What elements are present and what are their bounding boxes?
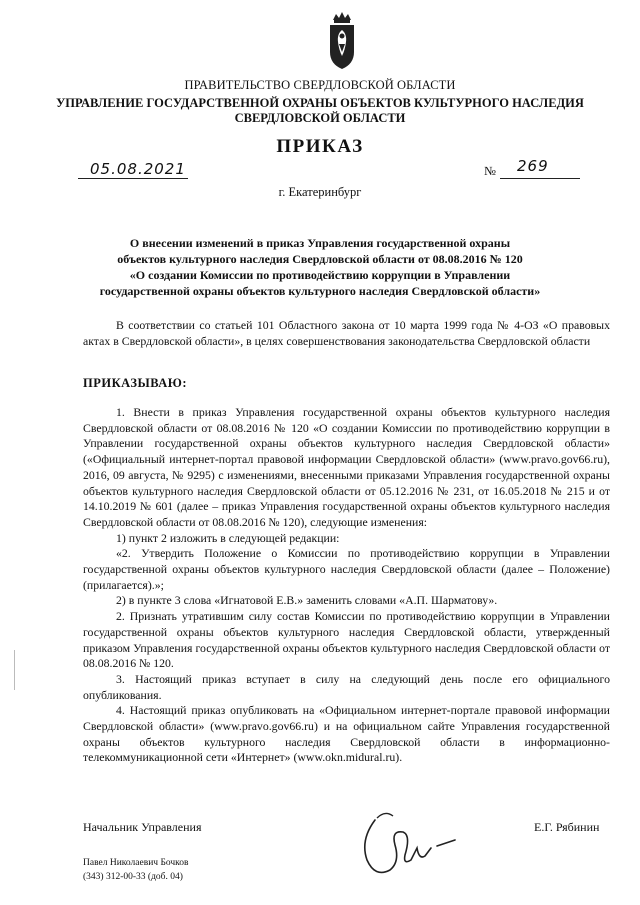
item-3: 3. Настоящий приказ вступает в силу на следующий день после его официального опубликования. bbox=[83, 671, 610, 702]
department-name-line1: УПРАВЛЕНИЕ ГОСУДАРСТВЕННОЙ ОХРАНЫ ОБЪЕКТОВ КУЛЬТУРНОГО НАСЛЕДИЯ bbox=[56, 96, 584, 110]
subject-line: государственной охраны объектов культурного наследия Свердловской области» bbox=[99, 284, 541, 298]
city: г. Екатеринбург bbox=[278, 185, 362, 199]
item-1-sub-1-text: «2. Утвердить Положение о Комиссии по противодействию коррупции в Управлении государственной охраны объектов культурного наследия Свердловской области (далее – Положение) (прилагается).»; bbox=[83, 546, 610, 592]
item-2: 2. Признать утратившим силу состав Комиссии по противодействию коррупции в Управлении государственной охраны объектов культурного наследия Свердловской области, утвержденный приказом Управления государственной охраны объектов культурного наследия Свердловской области от 08.08.2016 № 120. bbox=[83, 609, 610, 671]
contact-name: Павел Николаевич Бочков bbox=[83, 858, 189, 868]
subject-line: «О создании Комиссии по противодействию коррупции в Управлении bbox=[129, 268, 511, 282]
order-date: 05.08.2021 bbox=[90, 160, 186, 178]
department-name bbox=[0, 96, 640, 126]
item-1: 1. Внести в приказ Управления государственной охраны объектов культурного наследия Свердловской области от 08.08.2016 № 120 «О создании Комиссии по противодействию коррупции в Управлении государственной охраны объектов культурного наследия Свердловской области» («Официальный интернет-портал правовой информации Свердловской области» (www.pravo.gov66.ru), 2016, 09 августа, № 9295) с изменениями, внесенными приказами Управления государственной охраны объектов культурного наследия Свердловской области от 05.12.2016 № 231, от 16.05.2018 № 215 и от 14.10.2019 № 601 (далее – приказ Управления государственной охраны объектов культурного наследия Свердловской области от 08.08.2016 № 120), следующие изменения: bbox=[83, 405, 610, 529]
preamble: В соответствии со статьей 101 Областного закона от 10 марта 1999 года № 4-ОЗ «О правовых актах в Свердловской области», в целях совершенствования законодательства Свердловской области bbox=[83, 318, 610, 348]
contact-phone: (343) 312-00-33 (доб. 04) bbox=[83, 872, 183, 882]
subject-line: объектов культурного наследия Свердловской области от 08.08.2016 № 120 bbox=[117, 252, 523, 266]
order-items bbox=[83, 405, 610, 766]
number-underline bbox=[500, 178, 580, 179]
item-1-sub-2: 2) в пункте 3 слова «Игнатовой Е.В.» заменить словами «А.П. Шарматову». bbox=[116, 593, 498, 608]
government-name: ПРАВИТЕЛЬСТВО СВЕРДЛОВСКОЙ ОБЛАСТИ bbox=[184, 78, 456, 92]
margin-mark bbox=[14, 650, 15, 690]
order-subject bbox=[0, 235, 640, 299]
order-word: ПРИКАЗЫВАЮ: bbox=[83, 376, 188, 390]
coat-of-arms-emblem bbox=[327, 12, 357, 70]
signatory-position: Начальник Управления bbox=[83, 820, 202, 834]
document-type: ПРИКАЗ bbox=[276, 136, 364, 157]
date-underline bbox=[78, 178, 188, 179]
handwritten-signature bbox=[345, 800, 475, 890]
order-number: 269 bbox=[517, 157, 549, 175]
subject-line: О внесении изменений в приказ Управления государственной охраны bbox=[129, 236, 511, 250]
item-4: 4. Настоящий приказ опубликовать на «Официальном интернет-портале правовой информации Свердловской области» (www.pravo.gov66.ru) и на официальном сайте Управления государственной охраны объектов культурного наследия Свердловской области в информационно-телекоммуникационной сети «Интернет» (www.okn.midural.ru). bbox=[83, 703, 610, 765]
item-1-sub-1: 1) пункт 2 изложить в следующей редакции: bbox=[116, 530, 340, 545]
signatory-name: Е.Г. Рябинин bbox=[534, 820, 600, 834]
department-name-line2: СВЕРДЛОВСКОЙ ОБЛАСТИ bbox=[234, 111, 406, 125]
number-sign: № bbox=[484, 164, 496, 178]
